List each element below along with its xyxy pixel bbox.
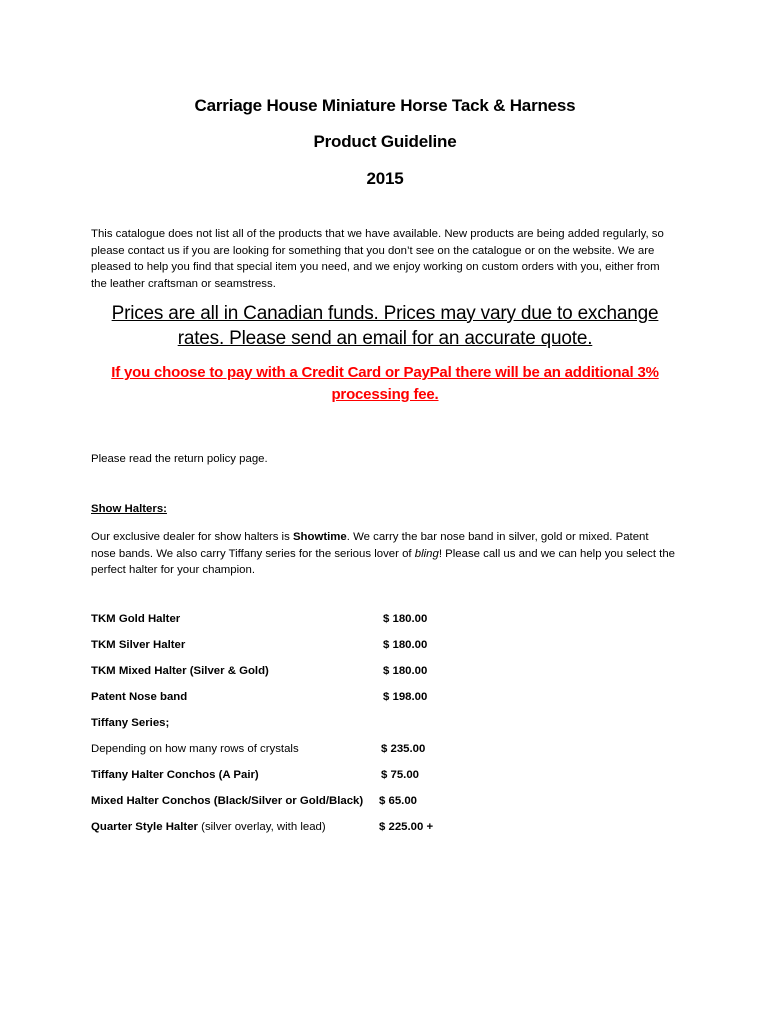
funds-notice-line: Prices are all in Canadian funds. Prices may vary due to exchange xyxy=(111,303,659,324)
item-name: TKM Mixed Halter (Silver & Gold) xyxy=(91,665,269,677)
show-halters-description xyxy=(91,529,683,579)
brand-showtime: Showtime xyxy=(292,531,347,543)
item-price: $ 180.00 xyxy=(383,639,428,651)
funds-notice-line: rates. Please send an email for an accurate quote. xyxy=(177,328,593,349)
item-price: $ 75.00 xyxy=(381,769,420,781)
price-row xyxy=(91,691,691,707)
price-row xyxy=(91,613,691,629)
show-halters-heading: Show Halters: xyxy=(91,503,167,515)
item-name: Mixed Halter Conchos (Black/Silver or Gold/Black) xyxy=(91,795,364,807)
processing-fee-notice xyxy=(80,362,690,406)
intro-paragraph xyxy=(91,226,683,292)
description-line: perfect halter for your champion. xyxy=(91,564,255,576)
item-name: Depending on how many rows of crystals xyxy=(91,743,299,755)
fee-notice-line: processing fee. xyxy=(331,386,439,403)
item-name: Quarter Style Halter (silver overlay, with lead) xyxy=(91,821,326,833)
item-price: $ 65.00 xyxy=(379,795,418,807)
description-line: Our exclusive dealer for show halters is Showtime. We carry the bar nose band in silver, gold or mixed. Patent xyxy=(91,531,649,543)
description-line: nose bands. We also carry Tiffany series for the serious lover of bling! Please call us and we can help you select the xyxy=(91,547,675,560)
price-row xyxy=(91,795,691,811)
intro-line: please contact us if you are looking for something that you don’t see on the catalogue or on the website. We are xyxy=(91,244,655,257)
item-price: $ 225.00 + xyxy=(379,821,434,833)
document-subtitle: Product Guideline xyxy=(313,132,457,151)
price-row xyxy=(91,743,691,759)
price-row xyxy=(91,717,691,733)
item-name: Patent Nose band xyxy=(91,691,188,703)
price-row xyxy=(91,665,691,681)
intro-line: This catalogue does not list all of the products that we have available. New products are being added regularly, so xyxy=(91,228,664,240)
document-year: 2015 xyxy=(366,169,404,188)
return-policy-text: Please read the return policy page. xyxy=(91,453,268,465)
fee-notice-line: If you choose to pay with a Credit Card or PayPal there will be an additional 3% xyxy=(111,364,659,381)
price-row xyxy=(91,769,691,785)
intro-line: the leather craftsman or seamstress. xyxy=(91,277,276,290)
item-name: TKM Silver Halter xyxy=(91,639,186,651)
item-name: Tiffany Series; xyxy=(91,717,170,729)
bling-text: bling xyxy=(414,547,439,560)
item-price: $ 235.00 xyxy=(381,743,426,755)
price-row xyxy=(91,821,691,837)
item-price: $ 198.00 xyxy=(383,691,428,703)
canadian-funds-notice xyxy=(95,301,675,351)
item-name: Tiffany Halter Conchos (A Pair) xyxy=(91,769,259,781)
intro-line: pleased to help you find that special item you need, and we enjoy working on custom orders with you, either from xyxy=(91,261,660,273)
item-price: $ 180.00 xyxy=(383,613,428,625)
item-price: $ 180.00 xyxy=(383,665,428,677)
document-title: Carriage House Miniature Horse Tack & Harness xyxy=(194,96,576,115)
price-row xyxy=(91,639,691,655)
item-name: TKM Gold Halter xyxy=(91,613,181,625)
